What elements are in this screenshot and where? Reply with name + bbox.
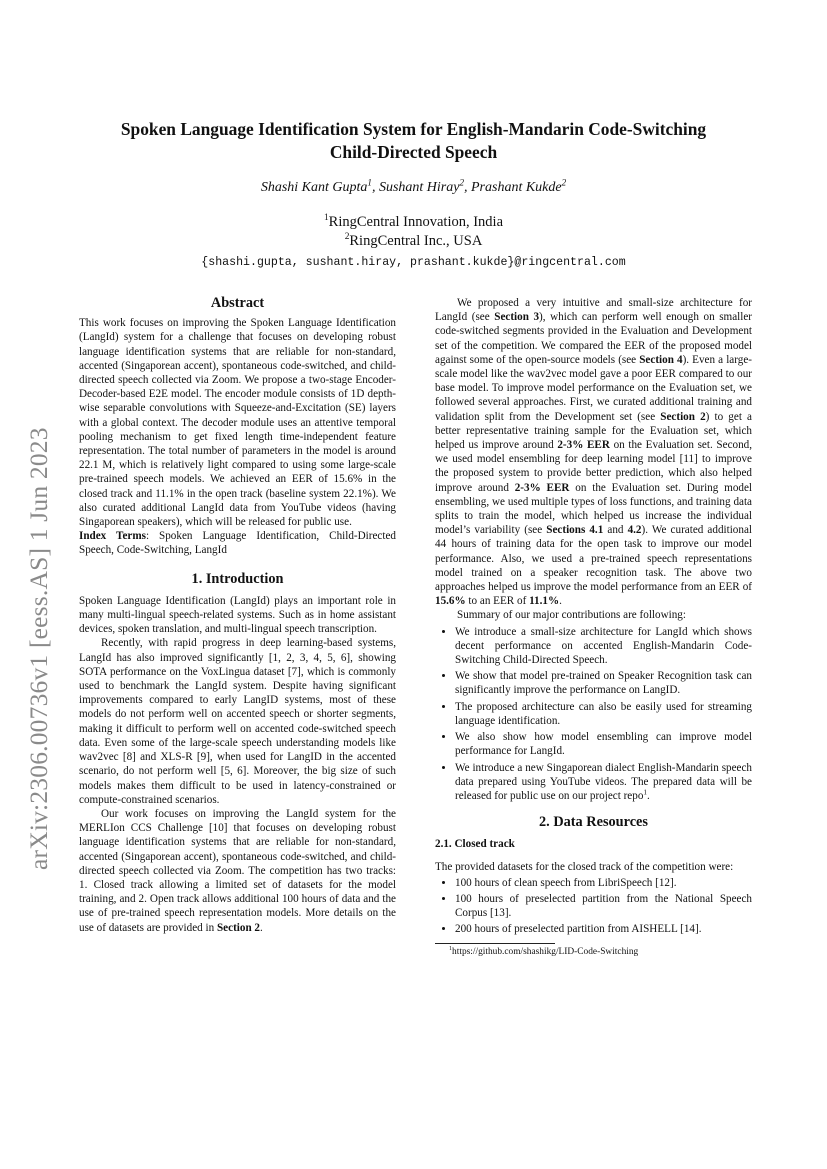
author-emails[interactable]: {shashi.gupta, sushant.hiray, prashant.kukde}@ringcentral.com [201,256,626,269]
affiliation-text: RingCentral Innovation, India [328,214,504,230]
emphasis-text: Sections 4.1 [546,524,604,537]
footnote-number: 1 [449,945,453,952]
list-item [455,761,752,804]
affiliation-number: 2 [344,232,350,243]
footnote-link[interactable]: https://github.com/shashikg/LID-Code-Switching [452,946,639,957]
paragraph-text: on the Evaluation set. Second, we used model ensembling for deep learning model [11] to improve the proposed system to provide better prediction, which also helped improve around [435,439,753,494]
left-column [79,296,396,935]
affiliation [60,232,767,251]
intro-paragraph: Recently, with rapid progress in deep learning-based systems, LangId has also improved significantly [1, 2, 3, 4, 5, 6], showing SOTA performance on the VoxLingua dataset [7], which is commonly used to benchmark the LangId system. Despite having significant improvements compared to early LangID systems, most of these models do not perform well on accented speech or shorter segments, making it difficult to perform well on accented code-switched speech data. Even some of the large-scale speech understanding models like wav2vec [8] and XLS-R [9], when used for LangID in the accented scenario, do not perform well [5, 6]. Moreover, the big size of such models makes them difficult to be used in latency-constrained or compute-constrained scenarios. [79,637,396,806]
author-separator: , [371,180,379,195]
index-terms-text: : Spoken Language Identification, Child-Directed Speech, Code-Switching, LangId [79,530,396,557]
paragraph-text: . [559,595,562,608]
author-affiliation-mark: 1 [367,177,372,188]
list-item: • 100 hours of preselected partition from the National Speech Corpus [13]. [455,892,752,920]
paper-title [60,118,767,164]
emphasis-text: 2-3% EER [514,481,570,494]
closed-track-list [435,876,752,937]
arxiv-stamp: arXiv:2306.00736v1 [eess.AS] 1 Jun 2023 [24,427,53,870]
title-line-1: Spoken Language Identification System for English-Mandarin Code-Switching [120,119,707,139]
author-name: Sushant Hiray [378,180,460,195]
data-resources-heading: 2. Data Resources [539,814,648,831]
title-line-2: Child-Directed Speech [329,142,498,162]
author-separator: , [464,180,471,195]
contributions-list [435,625,752,803]
paragraph-text: and [603,524,628,537]
intro-paragraph [79,807,396,935]
paragraph-text: ) to get a better representative training sample for the Evaluation set, which helped us improve around [435,410,752,452]
affiliations [60,213,767,251]
author-name: Prashant Kukde [471,180,562,195]
emphasis-text: 15.6% [435,595,466,608]
list-item: • We also show how model ensembling can improve model performance for LangId. [455,730,752,758]
closed-track-intro: The provided datasets for the closed track of the competition were: [435,860,734,873]
affiliation [60,213,767,232]
emphasis-text: Section 2 [660,410,706,423]
emphasis-text: 2-3% EER [557,439,610,452]
author-affiliation-mark: 2 [561,177,567,188]
emphasis-text: 11.1% [529,595,560,608]
author-affiliation-mark: 2 [459,177,464,188]
affiliation-number: 1 [323,213,329,224]
intro-paragraph: Spoken Language Identification (LangId) plays an important role in many multi-lingual speech-related systems. Such as in home assistant devices, spoken translation, and multi-lingual speech transcription. [79,594,396,636]
intro-text: . [260,921,263,934]
index-terms-label: Index Terms [79,530,146,543]
author-list [60,177,767,196]
contribution-text: We introduce a new Singaporean dialect English-Mandarin speech data prepared using YouTube videos. The prepared data will be released for public use on our project repo [455,761,752,802]
footnote-marker[interactable]: 1 [643,788,648,797]
list-item: • We introduce a small-size architecture for LangId which shows decent performance on accented English-Mandarin Code-Switching Child-Directed Speech. [455,625,752,668]
paragraph-text: on the Evaluation set. During model ensembling, we used multiple types of loss functions, and training data splits to train the model, which helped us increase the individual model’s variability (see [435,481,752,537]
paragraph-text: to an EER of [465,595,530,608]
emphasis-text: Section 4 [639,353,683,366]
paragraph-text: ). We curated additional 44 hours of training data for the open task to improve our model performance. Also, we used a pre-trained speech representations model trained on a speaker recognition task. The above two approaches helped us improve the model performance from an EER of [435,524,752,594]
intro-text: Our work focuses on improving the LangId system for the MERLIon CCS Challenge [10] that focuses on developing robust language identification systems that are reliable for non-standard, accented (Singaporean accent), spontaneous code-switched, and child-directed speech collected via Zoom. The competition has two tracks: 1. Closed track allowing a limited set of datasets for the model training, and 2. Open track allows additional 100 hours of data and the use of pre-trained speech representation models. More details on the use of datasets are provided in [79,807,396,934]
footnote [435,946,752,958]
emphasis-text: Section 3 [494,311,540,324]
paragraph-text: ), which can perform well enough on smaller code-switched segments provided in the Evaluation and Development set of the competition. We compared the EER of the proposed model against some of the open-source models (see [435,311,752,366]
introduction-heading: 1. Introduction [191,570,284,587]
footnote-rule [435,943,555,944]
index-terms [79,529,396,557]
list-item: • 200 hours of preselected partition from AISHELL [14]. [455,922,752,936]
list-item: • The proposed architecture can also be easily used for streaming language identification. [455,700,752,728]
contribution-end: . [647,789,650,802]
author-name: Shashi Kant Gupta [260,180,368,195]
emphasis-text: 4.2 [627,524,642,537]
right-intro-paragraph [435,296,752,608]
affiliation-text: RingCentral Inc., USA [349,233,483,249]
paragraph-text: We proposed a very intuitive and small-size architecture for LangId (see [435,297,752,324]
section-ref: Section 2 [216,921,260,934]
abstract-text: This work focuses on improving the Spoken Language Identification (LangId) system for a challenge that focuses on developing robust language identification systems that are reliable for non-standard, accented (Singaporean accent), spontaneous code-switched, and child-directed speech collected via Zoom. We propose a two-stage Encoder-Decoder-based E2E model. The encoder module consists of 1D depth-wise separable convolutions with Squeeze-and-Excitation (SE) layers with a global context. The decoder module uses an attentive temporal pooling mechanism to get fixed length time-independent feature representation. The total number of parameters in the model is around 22.1 M, which is relatively light compared to using some large-scale pre-trained speech models. We achieved an EER of 15.6% in the closed track and 11.1% in the open track (baseline system 22.1%). We also curated additional LangId data from YouTube videos (having Singaporean speakers), which will be released for public use. [79,317,396,529]
list-item: • 100 hours of clean speech from LibriSpeech [12]. [455,876,752,890]
summary-intro: Summary of our major contributions are following: [457,609,686,622]
right-column [435,296,752,958]
closed-track-heading: 2.1. Closed track [435,838,515,851]
paragraph-text: ). Even a large-scale model like the wav2vec model gave a poor EER compared to our base model. To improve model performance on the Evaluation set, we followed several approaches. First, we curated additional training and validation split from the Development set (see [435,353,752,423]
abstract-heading: Abstract [210,295,265,311]
list-item: • We show that model pre-trained on Speaker Recognition task can significantly improve the performance on LangID. [455,669,752,697]
